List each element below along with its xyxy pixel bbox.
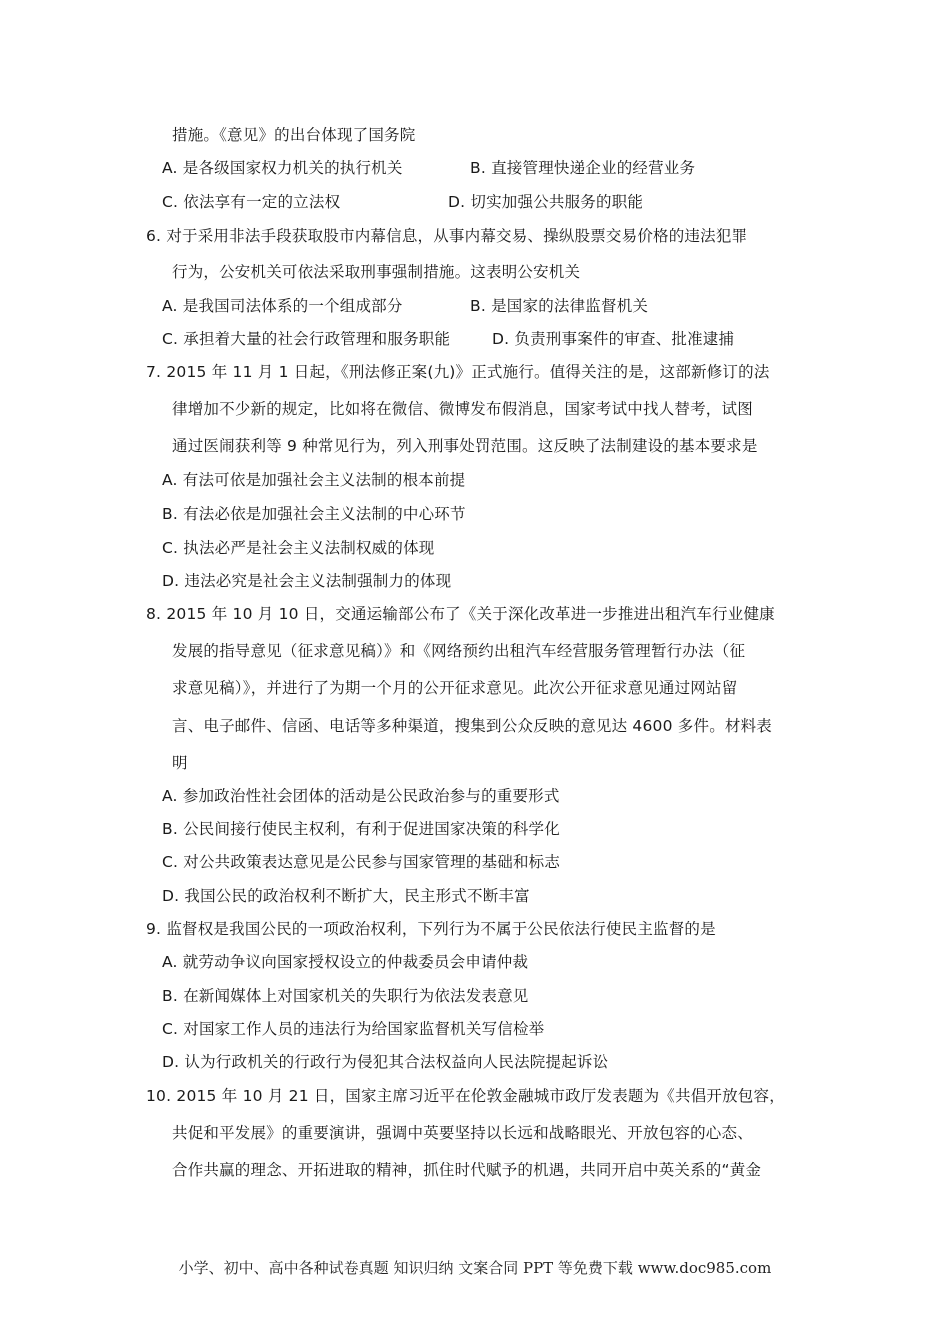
q8-option-c: C. 对公共政策表达意见是公民参与国家管理的基础和标志	[162, 853, 561, 871]
q7-stem-line3: 通过医闹获利等 9 种常见行为，列入刑事处罚范围。这反映了法制建设的基本要求是	[172, 437, 758, 455]
q7-stem-line2: 律增加不少新的规定，比如将在微信、微博发布假消息，国家考试中找人替考，试图	[172, 400, 753, 418]
q10-stem-line3: 合作共赢的理念、开拓进取的精神，抓住时代赋予的机遇，共同开启中英关系的“黄金	[172, 1161, 762, 1179]
page-footer: 小学、初中、高中各种试卷真题 知识归纳 文案合同 PPT 等免费下载 www.doc985.com	[178, 1259, 772, 1277]
q9-option-a: A. 就劳动争议向国家授权设立的仲裁委员会申请仲裁	[162, 953, 529, 971]
q5-option-b: B. 直接管理快递企业的经营业务	[470, 159, 696, 177]
q8-option-a: A. 参加政治性社会团体的活动是公民政治参与的重要形式	[162, 787, 560, 805]
q6-option-c: C. 承担着大量的社会行政管理和服务职能	[162, 330, 451, 348]
q9-option-b: B. 在新闻媒体上对国家机关的失职行为依法发表意见	[162, 987, 529, 1005]
q5-option-a: A. 是各级国家权力机关的执行机关	[162, 159, 403, 177]
q6-stem-line1: 6. 对于采用非法手段获取股市内幕信息，从事内幕交易、操纵股票交易价格的违法犯罪	[146, 227, 748, 245]
q9-option-d: D. 认为行政机关的行政行为侵犯其合法权益向人民法院提起诉讼	[162, 1053, 609, 1071]
q5-option-d: D. 切实加强公共服务的职能	[448, 193, 644, 211]
q10-stem-line2: 共促和平发展》的重要演讲，强调中英要坚持以长远和战略眼光、开放包容的心态、	[172, 1124, 753, 1142]
q7-option-a: A. 有法可依是加强社会主义法制的根本前提	[162, 471, 466, 489]
q7-option-b: B. 有法必依是加强社会主义法制的中心环节	[162, 505, 466, 523]
q9-option-c: C. 对国家工作人员的违法行为给国家监督机关写信检举	[162, 1020, 545, 1038]
q8-option-b: B. 公民间接行使民主权利，有利于促进国家决策的科学化	[162, 820, 560, 838]
q6-option-b: B. 是国家的法律监督机关	[470, 297, 649, 315]
q6-stem-line2: 行为，公安机关可依法采取刑事强制措施。这表明公安机关	[172, 263, 581, 281]
q8-stem-line1: 8. 2015 年 10 月 10 日，交通运输部公布了《关于深化改革进一步推进出租汽车行业健康	[146, 605, 775, 623]
q8-stem-line4: 言、电子邮件、信函、电话等多种渠道，搜集到公众反映的意见达 4600 多件。材料表	[172, 717, 773, 735]
q5-option-c: C. 依法享有一定的立法权	[162, 193, 341, 211]
q6-option-d: D. 负责刑事案件的审查、批准逮捕	[492, 330, 735, 348]
q8-stem-line5: 明	[172, 754, 188, 772]
q9-stem: 9. 监督权是我国公民的一项政治权利，下列行为不属于公民依法行使民主监督的是	[146, 920, 716, 938]
q8-stem-line3: 求意见稿）》，并进行了为期一个月的公开征求意见。此次公开征求意见通过网站留	[172, 679, 738, 697]
q8-option-d: D. 我国公民的政治权利不断扩大，民主形式不断丰富	[162, 887, 530, 905]
q7-option-c: C. 执法必严是社会主义法制权威的体现	[162, 539, 435, 557]
q8-stem-line2: 发展的指导意见（征求意见稿）》和《网络预约出租汽车经营服务管理暂行办法（征	[172, 642, 746, 660]
q7-option-d: D. 违法必究是社会主义法制强制力的体现	[162, 572, 452, 590]
q7-stem-line1: 7. 2015 年 11 月 1 日起，《刑法修正案(九)》正式施行。值得关注的是，这部新修订的法	[146, 363, 770, 381]
q10-stem-line1: 10. 2015 年 10 月 21 日，国家主席习近平在伦敦金融城市政厅发表题为《共倡开放包容，	[146, 1087, 785, 1105]
q5-stem-tail: 措施。《意见》的出台体现了国务院	[172, 126, 416, 144]
q6-option-a: A. 是我国司法体系的一个组成部分	[162, 297, 403, 315]
